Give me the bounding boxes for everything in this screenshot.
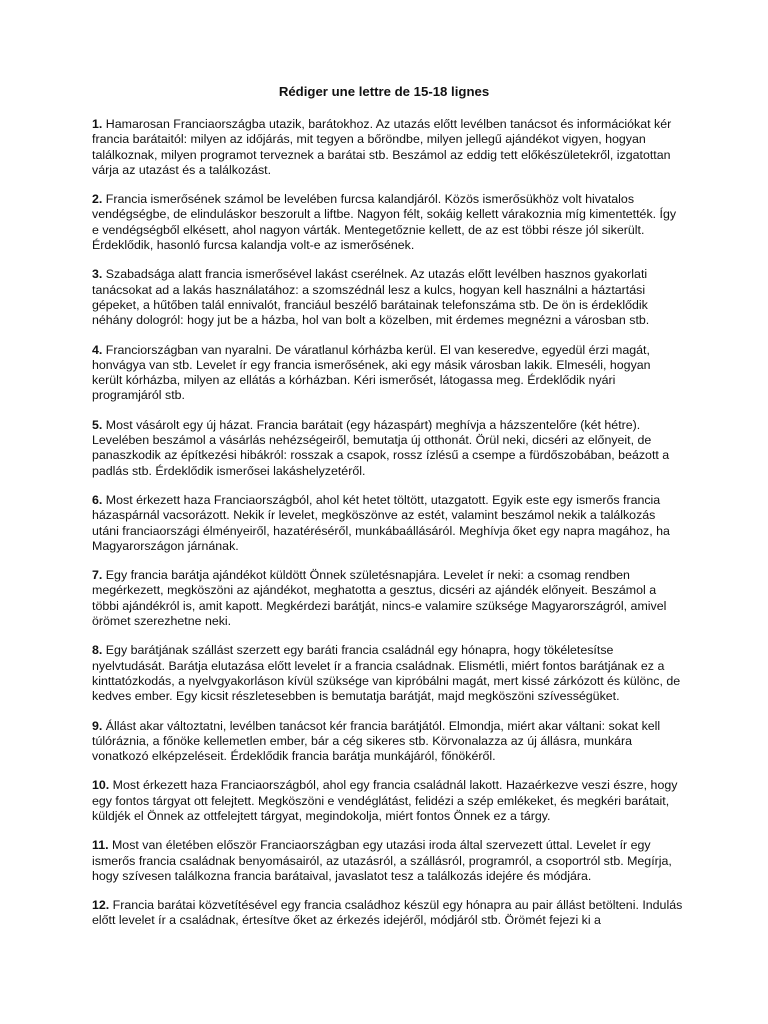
exercise-text: Állást akar változtatni, levélben tanácsot kér francia barátjától. Elmondja, miért akar váltani: sokat kell túlóráznia, a főnöke kellemetlen ember, bár a cég sikeres stb. Körvonalazza az új állásra, munkára vonatkozó elképzeléseit. Érdeklődik francia barátja munkájáról, főnökéről.: [92, 718, 661, 764]
exercise-text: Most érkezett haza Franciaországból, ahol két hetet töltött, utazgatott. Egyik este egy ismerős francia házaspárnál vacsorázott. Nekik ír levelet, megköszönve az estét, valamint beszámol nekik a találkozás utáni franciaországi élményeiről, hazatéréséről, munkábaállásáról. Meghívja őket egy napra magához, ha Magyarországon járnának.: [92, 492, 670, 553]
exercise-text: Egy francia barátja ajándékot küldött Önnek születésnapjára. Levelet ír neki: a csomag rendben megérkezett, megköszöni az ajándékot, meghatotta a gesztus, dicséri az ajándék előnyeit. Beszámol a többi ajándékról is, amit kapott. Megkérdezi barátját, nincs-e valamire szüksége Magyarországról, amivel örömet szerezhetne neki.: [92, 568, 667, 629]
exercise-item-9: [92, 719, 684, 765]
exercise-number: 8.: [92, 643, 103, 658]
exercise-text: Franciországban van nyaralni. De váratlanul kórházba kerül. El van keseredve, egyedül érzi magát, honvágya van stb. Levelet ír egy francia ismerősének, aki egy másik városban lakik. Elmeséli, hogyan került kórházba, milyen az ellátás a kórházban. Kéri ismerősét, látogassa meg. Érdeklődik nyári programjáról stb.: [92, 342, 651, 403]
exercise-number: 7.: [92, 568, 103, 583]
exercise-text: Most vásárolt egy új házat. Francia barátait (egy házaspárt) meghívja a házszentelőre (két hétre). Levelében beszámol a vásárlás nehézségeiről, bemutatja új otthonát. Örül neki, dicséri az előnyeit, de panaszkodik az építkezési hibákról: rosszak a csapok, rossz ízlésű a csempe a fürdőszobában, beázott a padlás stb. Érdeklődik ismerősei lakáshelyzetéről.: [92, 417, 670, 478]
exercise-text: Francia barátai közvetítésével egy francia családhoz készül egy hónapra au pair állást betölteni. Indulás előtt levelet ír a családnak, értesítve őket az érkezés idejéről, módjáról stb. Örömét fejezi ki a: [92, 898, 683, 928]
exercise-text: Egy barátjának szállást szerzett egy baráti francia családnál egy hónapra, hogy tökéletesítse nyelvtudását. Barátja elutazása előtt levelet ír a francia családnak. Elismétli, miért fontos barátjának ez a kinttatózkodás, a nyelvgyakorláson kívül szüksége van kipróbálni magát, mert kissé zárkózott és különc, de kedves ember. Egy kicsit részletesebben is bemutatja barátját, majd megköszöni szívességüket.: [92, 643, 681, 704]
exercise-number: 9.: [92, 718, 103, 733]
exercise-item-10: [92, 778, 684, 824]
exercise-item-2: [92, 192, 684, 253]
exercise-item-6: [92, 493, 684, 554]
exercise-number: 5.: [92, 417, 103, 432]
exercise-number: 12.: [92, 898, 110, 913]
exercise-item-4: [92, 343, 684, 404]
exercise-item-7: [92, 568, 684, 629]
exercise-number: 4.: [92, 342, 103, 357]
exercise-number: 10.: [92, 778, 110, 793]
exercise-number: 6.: [92, 492, 103, 507]
exercise-text: Francia ismerősének számol be levelében furcsa kalandjáról. Közös ismerősükhöz volt hivatalos vendégségbe, de elinduláskor beszorult a liftbe. Nagyon félt, sokáig kellett várakoznia míg kimentették. Így e vendégségből elkésett, ahol nagyon várták. Mentegetőznie kellett, de az est többi része jól sikerült. Érdeklődik, hasonló furcsa kalandja volt-e az ismerősének.: [92, 192, 677, 253]
exercise-text: Most van életében először Franciaországban egy utazási iroda által szervezett úttal. Levelet ír egy ismerős francia családnak benyomásairól, az utazásról, a szállásról, programról, a csoportról stb. Megírja, hogy szívesen találkozna francia barátaival, javaslatot tesz a találkozás idejére és módjára.: [92, 838, 672, 883]
exercise-number: 2.: [92, 192, 103, 207]
exercise-item-5: [92, 418, 684, 479]
exercise-text: Most érkezett haza Franciaországból, ahol egy francia családnál lakott. Hazaérkezve veszi észre, hogy egy fontos tárgyat ott felejtett. Megköszöni e vendéglátást, felidézi a szép emlékeket, és megkéri barátait, küldjék el Önnek az ottfelejtett tárgyat, megindokolja, miért fontos Önnek ez a tárgy.: [92, 778, 678, 823]
exercise-number: 11.: [92, 838, 109, 853]
exercise-number: 1.: [92, 117, 103, 131]
document-title: Rédiger une lettre de 15-18 lignes: [278, 84, 490, 99]
exercise-number: 3.: [92, 267, 103, 282]
exercise-item-1: [92, 117, 684, 178]
exercise-text: Hamarosan Franciaországba utazik, barátokhoz. Az utazás előtt levélben tanácsot és információkat kér francia barátaitól: milyen az időjárás, mit tegyen a bőröndbe, milyen jellegű ajándékot vigyen, hogyan találkoznak, milyen programot terveznek a barátai stb. Beszámol az eddig tett előkészületekről, izgatottan várja az utazást és a találkozást.: [92, 117, 672, 177]
exercise-item-11: [92, 838, 684, 884]
exercise-item-3: [92, 267, 684, 328]
exercise-item-12: [92, 898, 684, 929]
exercise-text: Szabadsága alatt francia ismerősével lakást cserélnek. Az utazás előtt levélben hasznos gyakorlati tanácsokat ad a lakás használatához: a szomszédnál lesz a kulcs, hogyan kell használni a háztartási gépeket, a hűtőben talál ennivalót, franciául beszélő barátainak telefonszáma stb. De ön is érdeklődik néhány dologról: hogy jut be a házba, hol van bolt a közelben, mit érdemes megnézni a városban stb.: [92, 267, 650, 328]
exercise-list: [92, 117, 684, 943]
exercise-item-8: [92, 643, 684, 704]
